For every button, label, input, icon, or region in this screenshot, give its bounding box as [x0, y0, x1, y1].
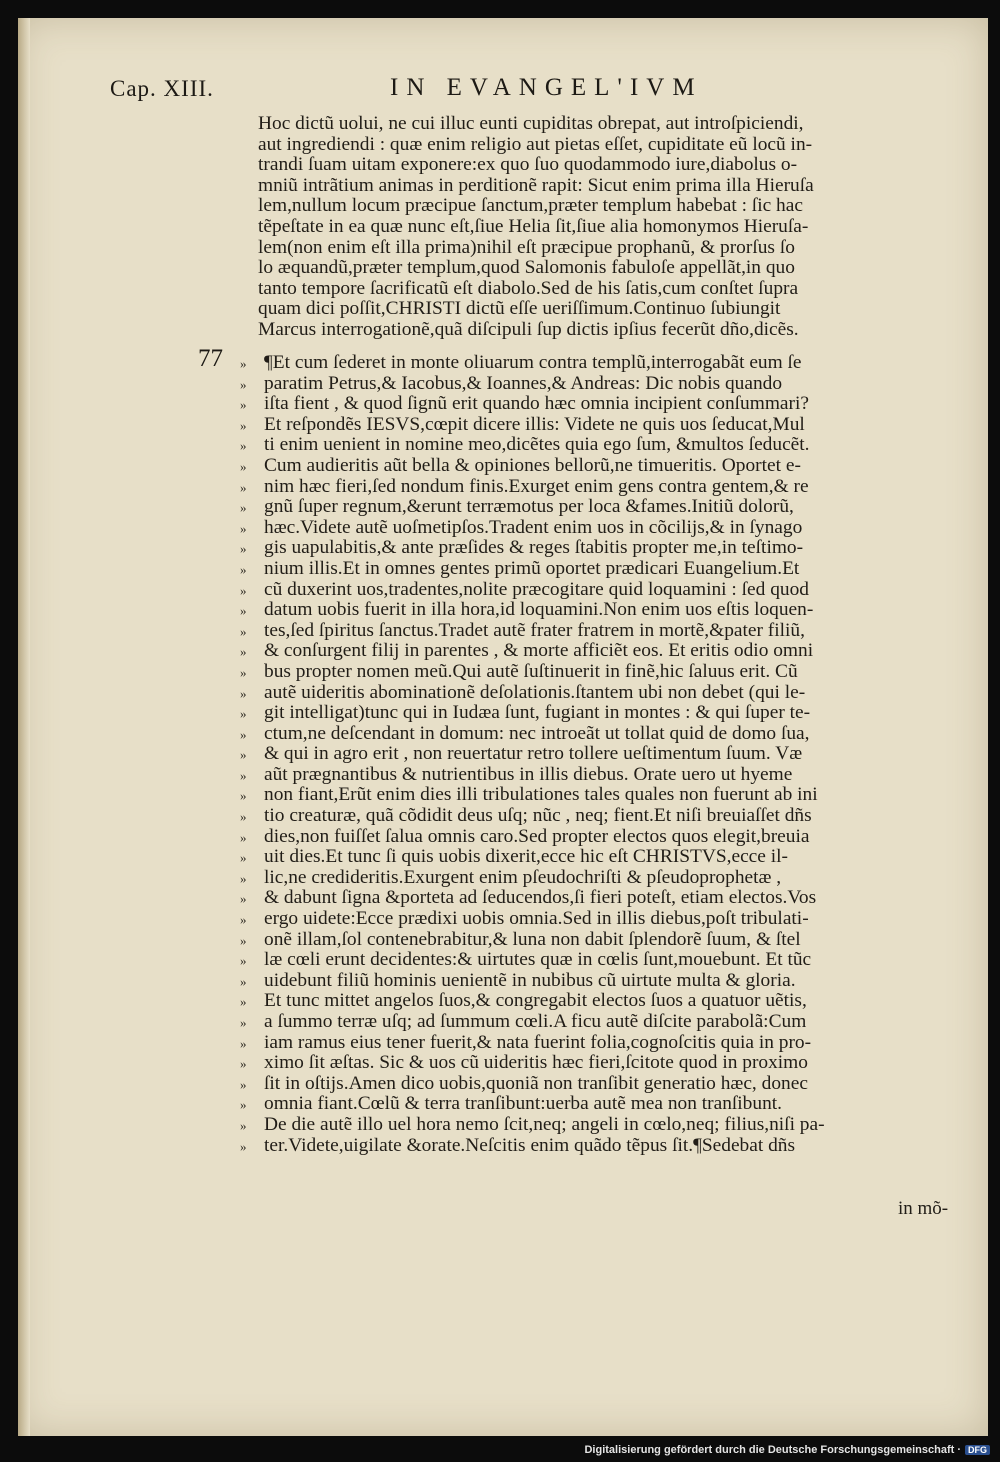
quoted-line: [240, 415, 960, 436]
quoted-line: [240, 971, 960, 992]
quoted-line: [240, 477, 960, 498]
quotation-mark: »: [240, 458, 247, 474]
quotation-mark: »: [240, 1056, 247, 1072]
quotation-mark: »: [240, 706, 247, 722]
quotation-mark: »: [240, 541, 247, 557]
quotation-mark: »: [240, 356, 247, 371]
quoted-line-text: cũ duxerint uos,tradentes,nolite præcogitare quid loquamini : ſed quod: [264, 578, 809, 600]
quoted-line: [240, 538, 960, 559]
commentary-line: quam dici poſſit,CHRISTI dictũ eſſe ueriſſimum.Continuo ſubiungit: [258, 298, 781, 320]
quoted-line-text: ter.Videte,uigilate &orate.Neſcitis enim quãdo tẽpus ſit.¶Sedebat dñs: [264, 1134, 796, 1156]
quoted-line: [240, 724, 960, 745]
quotation-mark: »: [240, 994, 247, 1010]
quoted-line-text: iam ramus eius tener fuerit,& nata fuerint folia,cognoſcitis quia in pro-: [264, 1031, 812, 1053]
quoted-line-text: De die autẽ illo uel hora nemo ſcit,neq; angeli in cœlo,neq; filius,niſi pa-: [264, 1113, 825, 1135]
quoted-line-text: a ſummo terræ uſq; ad ſummum cœli.A ficu autẽ diſcite parabolã:Cum: [264, 1011, 807, 1032]
quotation-mark: »: [240, 500, 247, 516]
quotation-mark: »: [240, 603, 247, 619]
quoted-line-text: omnia fiant.Cœlũ & terra tranſibunt:uerba autẽ mea non tranſibunt.: [264, 1093, 783, 1115]
quoted-line: [240, 374, 960, 395]
quoted-line-text: ctum,ne deſcendant in domum: nec introeãt ut tollat quid de domo ſua,: [264, 722, 810, 744]
quoted-line-text: & qui in agro erit , non reuertatur retro tollere ueſtimentum ſuum. Væ: [264, 743, 803, 765]
quotation-mark: »: [240, 788, 247, 804]
quoted-line-text: nium illis.Et in omnes gentes primũ oportet prædicari Euangelium.Et: [264, 557, 800, 579]
page-gutter-shadow: [18, 18, 30, 1436]
quoted-line: [240, 991, 960, 1012]
quoted-line-text: Et reſpondẽs IESVS,cœpit dicere illis: Videte ne quis uos ſeducat,Mul: [264, 413, 805, 435]
quotation-mark: »: [240, 397, 247, 413]
quoted-line: [240, 847, 960, 868]
quoted-line-text: paratim Petrus,& Iacobus,& Ioannes,& Andreas: Dic nobis quando: [264, 372, 783, 394]
quotation-mark: »: [240, 417, 247, 433]
quoted-line: [240, 1094, 960, 1115]
quoted-line: [240, 785, 960, 806]
quoted-line: [240, 888, 960, 909]
quotation-mark: »: [240, 479, 247, 495]
quoted-line-text: & dabunt ſigna &porteta ad ſeducendos,ſi fieri poteſt, etiam electos.Vos: [264, 887, 817, 909]
quoted-line-text: ti enim uenient in nomine meo,dicẽtes quia ego ſum, &multos ſeducẽt.: [264, 434, 810, 456]
quoted-line-text: gnũ ſuper regnum,&erunt terræmotus per loca &fames.Initiũ dolorũ,: [264, 496, 794, 518]
quoted-line-text: lic,ne credideritis.Exurgent enim pſeudochriſti & pſeudoprophetæ ,: [264, 866, 782, 888]
quotation-mark: »: [240, 932, 247, 948]
quoted-line-text: læ cœli erunt decidentes:& uirtutes quæ in cœlis ſunt,mouebunt. Et tũc: [264, 949, 812, 971]
quoted-line-text: uidebunt filiũ hominis uenientẽ in nubibus cũ uirtute multa & gloria.: [264, 969, 796, 991]
quotation-mark: »: [240, 1015, 247, 1030]
quotation-mark: »: [240, 376, 247, 392]
quoted-line-text: tio creaturæ, quã cõdidit deus uſq; nũc , neq; fient.Et niſi breuiaſſet dñs: [264, 805, 812, 827]
quotation-mark: »: [240, 664, 247, 680]
commentary-line: lem,nullum locum præcipue ſanctum,præter templum habebat : ſic hac: [258, 195, 803, 217]
quoted-line: [240, 497, 960, 518]
quoted-line-text: & conſurgent filij in parentes , & morte afficiẽt eos. Et eritis odio omni: [264, 640, 814, 662]
commentary-line: Hoc dictũ uolui, ne cui illuc eunti cupiditas obrepat, aut introſpiciendi,: [258, 113, 804, 134]
quoted-line: [240, 1115, 960, 1136]
chapter-heading: Cap. XIII.: [110, 76, 214, 101]
quotation-mark: »: [240, 582, 247, 598]
quoted-line: [240, 909, 960, 930]
quoted-line: [240, 435, 960, 456]
quoted-line-text: iſta fient , & quod ſignũ erit quando hæc omnia incipient conſummari?: [264, 393, 809, 415]
running-title: IN EVANGEL'IVM: [390, 74, 703, 101]
quotation-mark: »: [240, 870, 247, 886]
quoted-line: [240, 1033, 960, 1054]
quoted-line-text: nim hæc fieri,ſed nondum finis.Exurget enim gens contra gentem,& re: [264, 475, 809, 497]
quoted-line: [240, 456, 960, 477]
quoted-line: [240, 1074, 960, 1095]
quoted-line: [240, 600, 960, 621]
quotation-mark: »: [240, 561, 247, 577]
quotation-mark: »: [240, 623, 247, 639]
gospel-quotation: [240, 353, 960, 1156]
quotation-mark: »: [240, 1076, 247, 1092]
quoted-line-text: aũt prægnantibus & nutrientibus in illis diebus. Orate uero ut hyeme: [264, 763, 793, 785]
quoted-line: [240, 827, 960, 848]
quoted-line-text: ¶Et cum ſederet in monte oliuarum contra templũ,interrogabãt eum ſe: [264, 352, 802, 373]
quoted-line-text: uit dies.Et tunc ſi quis uobis dixerit,ecce hic eſt CHRISTVS,ecce il-: [264, 846, 788, 868]
quoted-line-text: ſit in oſtijs.Amen dico uobis,quoniã non tranſibit generatio hæc, donec: [264, 1072, 808, 1094]
quoted-line-text: hæc.Videte autẽ uoſmetipſos.Tradent enim uos in cõcilijs,& in ſynago: [264, 516, 803, 538]
quotation-mark: »: [240, 520, 247, 536]
commentary-line: lo æquandũ,præter templum,quod Salomonis fabuloſe appellãt,in quo: [258, 257, 795, 279]
quotation-mark: »: [240, 912, 247, 928]
quoted-line: [240, 950, 960, 971]
quotation-mark: »: [240, 726, 247, 742]
quotation-mark: »: [240, 1097, 247, 1113]
quoted-line: [240, 868, 960, 889]
quoted-line: [240, 394, 960, 415]
commentary-line: Marcus interrogationẽ,quã diſcipuli ſup dictis ipſius fecerũt dño,dicẽs.: [258, 318, 799, 340]
quoted-line-text: onẽ illam,ſol contenebrabitur,& luna non dabit ſplendorẽ ſuum, & ſtel: [264, 928, 801, 950]
footer-credit: Digitalisierung gefördert durch die Deutsche Forschungsgemeinschaft ·: [584, 1444, 961, 1456]
quoted-line: [240, 559, 960, 580]
digitization-footer: [584, 1444, 990, 1456]
quoted-line: [240, 765, 960, 786]
quoted-line: [240, 353, 960, 374]
quotation-mark: »: [240, 1138, 247, 1154]
quoted-line: [240, 1012, 960, 1033]
quoted-line: [240, 806, 960, 827]
commentary-line: trandi ſuam uitam exponere:ex quo ſuo quodammodo iure,diabolus o-: [258, 154, 798, 176]
quoted-line-text: git intelligat)tunc qui in Iudæa ſunt, fugiant in montes : & qui ſuper te-: [264, 702, 811, 724]
quoted-line-text: ximo ſit æſtas. Sic & uos cũ uideritis hæc fieri,ſcitote quod in proximo: [264, 1052, 808, 1074]
commentary-line: tanto tempore ſacrificatũ eſt diabolo.Sed de his ſatis,cum conſtet ſupra: [258, 277, 799, 299]
quotation-mark: »: [240, 850, 247, 866]
quoted-line-text: ergo uidete:Ecce prædixi uobis omnia.Sed in illis diebus,poſt tribulati-: [264, 908, 809, 930]
commentary-line: lem(non enim eſt illa prima)nihil eſt præcipue prophanũ, & prorſus ſo: [258, 236, 795, 258]
quoted-line: [240, 683, 960, 704]
quoted-line-text: non fiant,Erũt enim dies illi tribulationes tales quales non fuerunt ab ini: [264, 784, 818, 806]
quoted-line: [240, 1053, 960, 1074]
quotation-mark: »: [240, 973, 247, 989]
quoted-line-text: autẽ uideritis abominationẽ deſolationis.ſtantem ubi non debet (qui le-: [264, 681, 806, 703]
quotation-mark: »: [240, 438, 247, 454]
quotation-mark: »: [240, 1035, 247, 1051]
quoted-line: [240, 518, 960, 539]
quotation-mark: »: [240, 829, 247, 845]
quoted-line-text: bus propter nomen meũ.Qui autẽ ſuſtinuerit in finẽ,hic ſaluus erit. Cũ: [264, 660, 798, 682]
commentary-line: aut ingrediendi : quæ enim religio aut pietas eſſet, cupiditate eũ locũ in-: [258, 133, 813, 155]
verse-number: 77: [198, 345, 223, 372]
quoted-line: [240, 744, 960, 765]
quoted-line: [240, 1136, 960, 1157]
dfg-logo: DFG: [965, 1445, 990, 1455]
quoted-line-text: tes,ſed ſpiritus ſanctus.Tradet autẽ frater fratrem in mortẽ,&pater filiũ,: [264, 619, 805, 641]
quoted-line: [240, 703, 960, 724]
quoted-line: [240, 662, 960, 683]
quoted-line: [240, 930, 960, 951]
commentary-line: tẽpeſtate in ea quæ nunc eſt,ſiue Helia ſit,ſiue alia homonymos Hieruſa-: [258, 215, 809, 237]
quotation-mark: »: [240, 953, 247, 969]
quoted-line-text: Cum audieritis aũt bella & opiniones bellorũ,ne timueritis. Oportet e-: [264, 454, 801, 476]
quoted-line-text: gis uapulabitis,& ante præſides & reges ſtabitis propter me,in teſtimo-: [264, 537, 804, 559]
quotation-mark: »: [240, 685, 247, 701]
quotation-mark: »: [240, 891, 247, 907]
quoted-line-text: dies,non fuiſſet ſalua omnis caro.Sed propter electos quos elegit,breuia: [264, 825, 810, 847]
quotation-mark: »: [240, 767, 247, 783]
quoted-line: [240, 641, 960, 662]
quotation-mark: »: [240, 644, 247, 660]
quoted-line-text: datum uobis fuerit in illa hora,id loquamini.Non enim uos eſtis loquen-: [264, 599, 814, 621]
quoted-line: [240, 621, 960, 642]
quotation-mark: »: [240, 809, 247, 825]
quoted-line: [240, 580, 960, 601]
catchword: in mõ-: [898, 1198, 949, 1219]
commentary-text: [258, 114, 958, 341]
commentary-line: mniũ intrãtium animas in perditionẽ rapit: Sicut enim prima illa Hieruſa: [258, 174, 814, 196]
quotation-mark: »: [240, 1117, 247, 1133]
quotation-mark: »: [240, 747, 247, 763]
quoted-line-text: Et tunc mittet angelos ſuos,& congregabit electos ſuos a quatuor uẽtis,: [264, 990, 807, 1012]
